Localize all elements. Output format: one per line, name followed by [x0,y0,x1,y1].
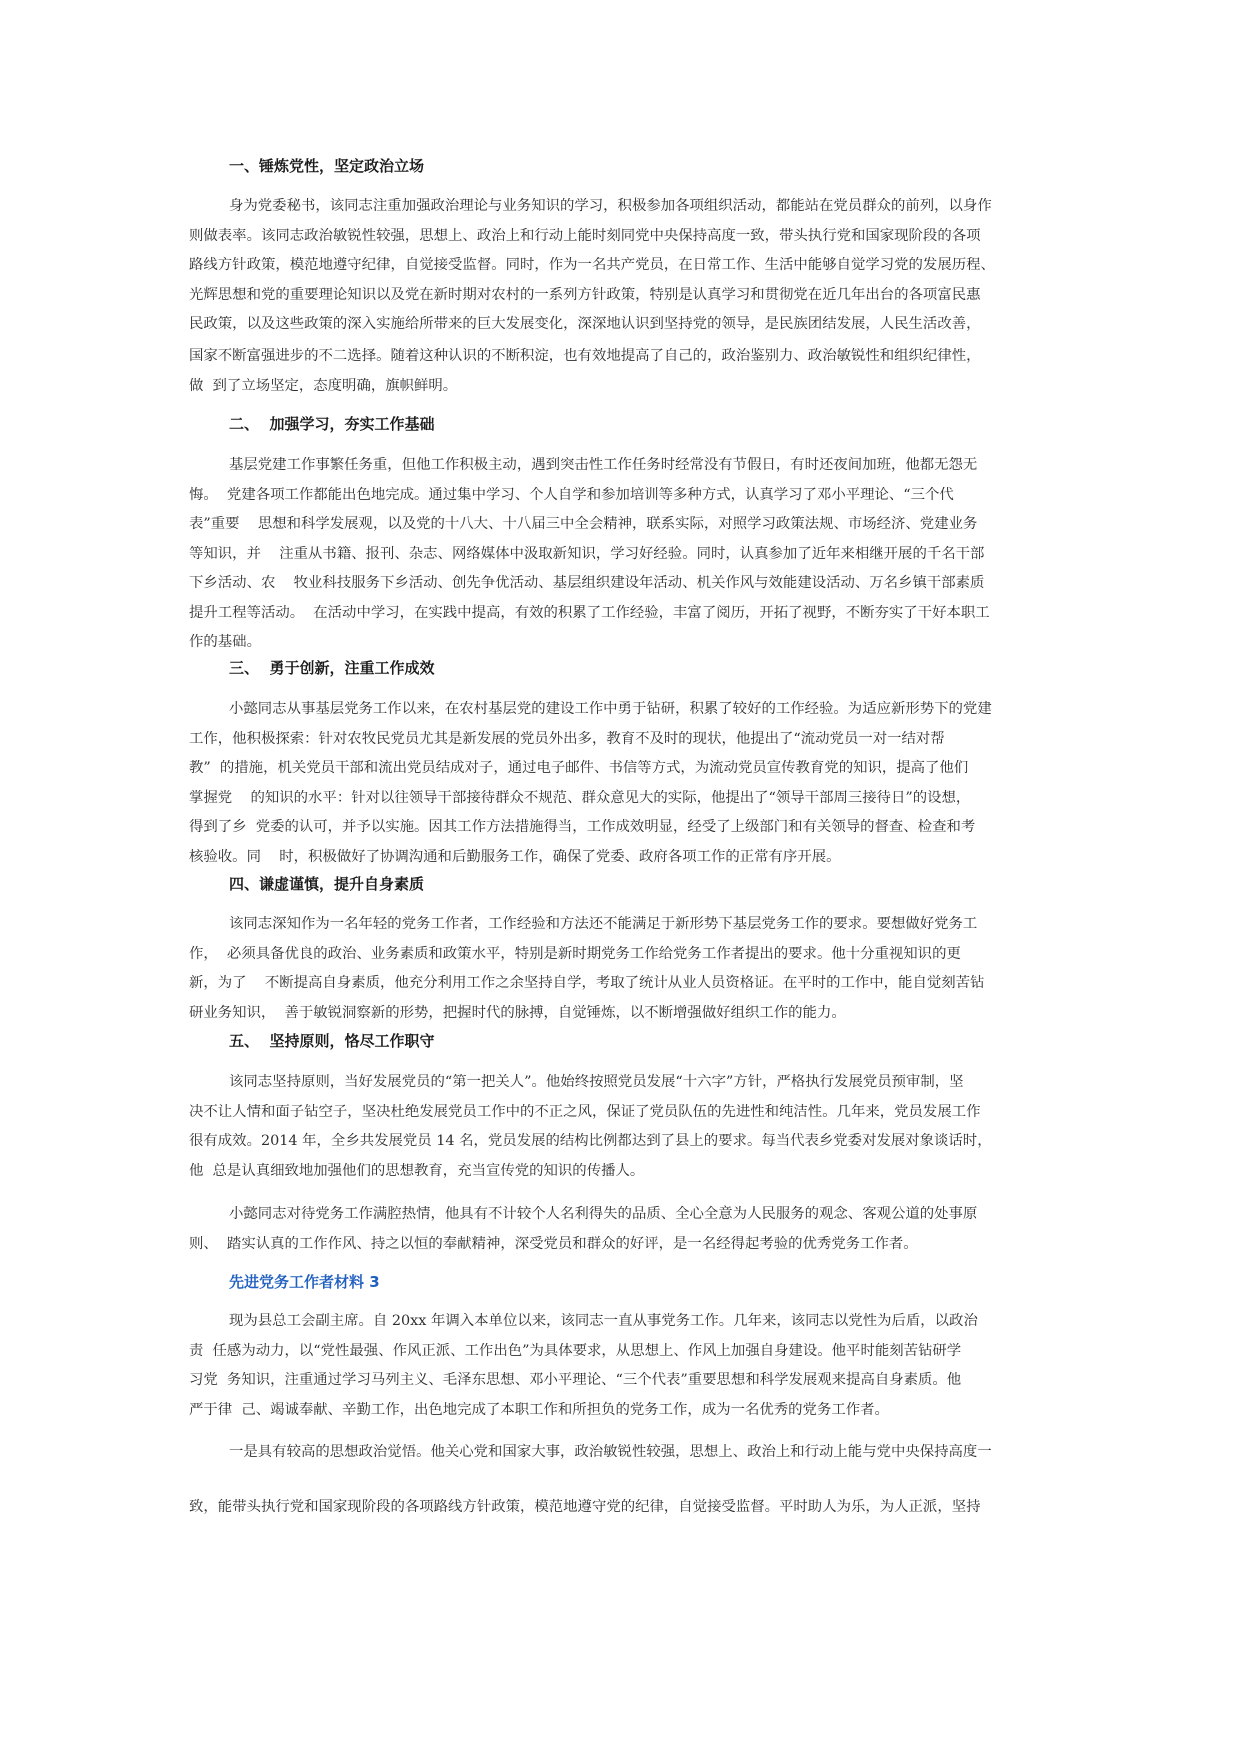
section-heading-1: 一、锤炼党性，坚定政治立场 [229,157,425,175]
text-line: 小懿同志对待党务工作满腔热情，他具有不计较个人名利得失的品质、全心全意为人民服务的观念、客观公道的处事原 [229,1206,978,1222]
text-line: 下乡活动、农 牧业科技服务下乡活动、创先争优活动、基层组织建设年活动、机关作风与效能建设活动、万名乡镇干部素质 [189,575,985,591]
text-line: 光辉思想和党的重要理论知识以及党在新时期对农村的一系列方针政策，特别是认真学习和贯彻党在近几年出台的各项富民惠 [189,286,981,303]
text-line: 做 到了立场坚定，态度明确，旗帜鲜明。 [189,377,458,394]
section-heading-2: 二、 加强学习，夯实工作基础 [229,415,435,433]
section-heading-5: 五、 坚持原则，恪尽工作职守 [229,1032,435,1050]
section-4-paragraph-1 [189,910,1059,1028]
section-5-paragraph-1 [189,1068,1059,1186]
section-6-paragraph-2 [189,1438,1059,1468]
text-line: 很有成效。2014 年，全乡共发展党员 14 名，党员发展的结构比例都达到了县上的要求。每当代表乡党委对发展对象谈话时， [189,1133,992,1149]
text-line: 民政策，以及这些政策的深入实施给所带来的巨大发展变化，深深地认识到坚持党的领导，是民族团结发展，人民生活改善， [189,316,981,332]
text-line: 国家不断富强进步的不二选择。随着这种认识的不断积淀，也有效地提高了自己的，政治鉴别力、政治敏锐性和组织纪律性， [189,348,981,364]
material-title: 先进党务工作者材料 3 [229,1273,380,1291]
text-line: 核验收。同 时，积极做好了协调沟通和后勤服务工作，确保了党委、政府各项工作的正常有序开展。 [189,848,841,865]
section-heading-4: 四、谦虚谨慎，提升自身素质 [229,875,425,893]
section-2-paragraph-1 [189,451,1059,658]
text-line: 新，为了 不断提高自身素质，他充分利用工作之余坚持自学，考取了统计从业人员资格证。在平时的工作中，能自觉刻苦钻 [189,975,985,991]
text-line: 该同志深知作为一名年轻的党务工作者，工作经验和方法还不能满足于新形势下基层党务工作的要求。要想做好党务工 [229,916,978,932]
text-line: 该同志坚持原则，当好发展党员的“第一把关人”。他始终按照党员发展“十六字”方针，严格执行发展党员预审制，坚 [229,1074,964,1090]
text-line: 责 任感为动力，以“党性最强、作风正派、工作出色”为具体要求，从思想上、作风上加强自身建设。他平时能刻苦钻研学 [189,1342,962,1359]
text-line: 基层党建工作事繁任务重，但他工作积极主动，遇到突击性工作任务时经常没有节假日，有时还夜间加班，他都无怨无 [229,457,978,473]
section-6-paragraph-3 [189,1493,1059,1523]
text-line: 则做表率。该同志政治敏锐性较强，思想上、政治上和行动上能时刻同党中央保持高度一致，带头执行党和国家现阶段的各项 [189,227,981,244]
text-line: 作， 必须具备优良的政治、业务素质和政策水平，特别是新时期党务工作给党务工作者提出的要求。他十分重视知识的更 [189,945,961,962]
section-1-paragraph-2 [189,342,1059,401]
text-line: 严于律 己、竭诚奉献、辛勤工作，出色地完成了本职工作和所担负的党务工作，成为一名优秀的党务工作者。 [189,1401,889,1418]
text-line: 教” 的措施，机关党员干部和流出党员结成对子，通过电子邮件、书信等方式，为流动党员宣传教育党的知识，提高了他们 [189,760,969,776]
text-line: 提升工程等活动。 在活动中学习，在实践中提高，有效的积累了工作经验，丰富了阅历，开拓了视野，不断夯实了干好本职工 [189,604,990,621]
text-line: 工作，他积极探索：针对农牧民党员尤其是新发展的党员外出多，教育不及时的现状，他提出了“流动党员一对一结对帮 [189,730,945,747]
text-line: 一是具有较高的思想政治觉悟。他关心党和国家大事，政治敏锐性较强，思想上、政治上和行动上能与党中央保持高度一 [229,1444,992,1460]
text-line: 决不让人情和面子钻空子，坚决杜绝发展党员工作中的不正之风，保证了党员队伍的先进性和纯洁性。几年来，党员发展工作 [189,1103,981,1120]
text-line: 悔。 党建各项工作都能出色地完成。通过集中学习、个人自学和参加培训等多种方式，认真学习了邓小平理论、“三个代 [189,486,954,503]
text-line: 掌握党 的知识的水平：针对以往领导干部接待群众不规范、群众意见大的实际，他提出了“领导干部周三接待日”的设想， [189,789,971,806]
text-line: 身为党委秘书，该同志注重加强政治理论与业务知识的学习，积极参加各项组织活动，都能站在党员群众的前列，以身作 [229,198,992,214]
text-line: 作的基础。 [189,634,261,650]
section-5-paragraph-2 [189,1200,1059,1259]
text-line: 得到了乡 党委的认可，并予以实施。因其工作方法措施得当，工作成效明显，经受了上级部门和有关领导的督查、检查和考 [189,819,976,835]
text-line: 习党 务知识，注重通过学习马列主义、毛泽东思想、邓小平理论、“三个代表”重要思想和科学发展观来提高自身素质。他 [189,1372,962,1388]
text-line: 表”重要 思想和科学发展观，以及党的十八大、十八届三中全会精神，联系实际，对照学习政策法规、市场经济、党建业务 [189,516,978,532]
text-line: 现为县总工会副主席。自 20xx 年调入本单位以来，该同志一直从事党务工作。几年来，该同志以党性为后盾，以政治 [229,1313,978,1329]
section-3-paragraph-1 [189,695,1059,872]
text-line: 则、 踏实认真的工作作风、持之以恒的奉献精神，深受党员和群众的好评，是一名经得起考验的优秀党务工作者。 [189,1235,918,1252]
section-heading-3: 三、 勇于创新，注重工作成效 [229,659,435,677]
text-line: 研业务知识， 善于敏锐洞察新的形势，把握时代的脉搏，自觉锤炼，以不断增强做好组织工作的能力。 [189,1004,846,1021]
text-line: 等知识，并 注重从书籍、报刊、杂志、网络媒体中汲取新知识，学习好经验。同时，认真参加了近年来相继开展的千名干部 [189,545,985,562]
section-1-paragraph-1 [189,192,1059,340]
section-6-paragraph-1 [189,1307,1059,1425]
text-line: 小懿同志从事基层党务工作以来，在农村基层党的建设工作中勇于钻研，积累了较好的工作经验。为适应新形势下的党建 [229,701,992,717]
text-line: 他 总是认真细致地加强他们的思想教育，充当宣传党的知识的传播人。 [189,1162,645,1179]
text-line: 路线方针政策，模范地遵守纪律，自觉接受监督。同时，作为一名共产党员，在日常工作、生活中能够自觉学习党的发展历程、 [189,257,995,273]
text-line: 致，能带头执行党和国家现阶段的各项路线方针政策，模范地遵守党的纪律，自觉接受监督。平时助人为乐，为人正派，坚持 [189,1499,981,1515]
